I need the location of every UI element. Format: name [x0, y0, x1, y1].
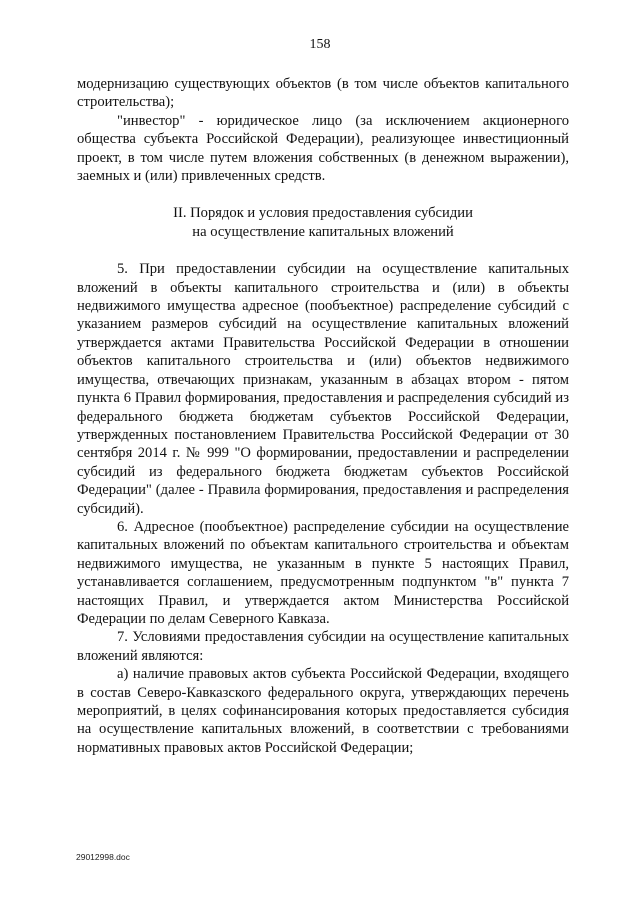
paragraph-modernization: модернизацию существующих объектов (в том числе объектов капитального строительства);	[77, 76, 569, 111]
page-number: 158	[309, 37, 331, 52]
paragraph-item-5: 5. При предоставлении субсидии на осуществление капитальных вложений в объекты капитального строительства и (или) в объекты недвижимого имущества адресное (пообъектное) распределение субсидий с указанием размеров субсидий на осуществление капитальных вложений утверждается актами Правительства Российской Федерации в отношении объектов капитального строительства и (или) объектов недвижимого имущества, отвечающих признакам, указанным в абзацах втором - пятом пункта 6 Правил формирования, предоставления и распределения субсидий из федерального бюджета бюджетам субъектов Российской Федерации, утвержденных постановлением Правительства Российской Федерации от 30 сентября 2014 г. № 999 "О формировании, предоставлении и распределении субсидий из федерального бюджета бюджетам субъектов Российской Федерации" (далее - Правила формирования, предоставления и распределения субсидий).	[77, 261, 569, 517]
paragraph-item-6: 6. Адресное (пообъектное) распределение субсидии на осуществление капитальных вложений по объектам капитального строительства и объектам недвижимого имущества, не указанным в пункте 5 настоящих Правил, устанавливается соглашением, предусмотренным подпунктом "в" пункта 7 настоящих Правил, и утверждается актом Министерства Российской Федерации по делам Северного Кавказа.	[77, 518, 569, 627]
paragraph-item-7a: а) наличие правовых актов субъекта Российской Федерации, входящего в состав Северо-Кавказского федерального округа, утверждающих перечень мероприятий, в целях софинансирования которых предоставляется субсидия на осуществление капитальных вложений, в соответствии с требованиями нормативных правовых актов Российской Федерации;	[77, 666, 569, 756]
section-heading: II. Порядок и условия предоставления субсидии на осуществление капитальных вложений	[173, 205, 473, 240]
document-body	[77, 75, 569, 757]
paragraph-item-7: 7. Условиями предоставления субсидии на осуществление капитальных вложений являются:	[77, 629, 569, 664]
paragraph-investor-definition: "инвестор" - юридическое лицо (за исключением акционерного общества субъекта Российской Федерации), реализующее инвестиционный проект, в том числе путем вложения собственных (в денежном выражении), заемных и (или) привлеченных средств.	[77, 112, 569, 185]
document-file-code: 29012998.doc	[76, 852, 130, 862]
